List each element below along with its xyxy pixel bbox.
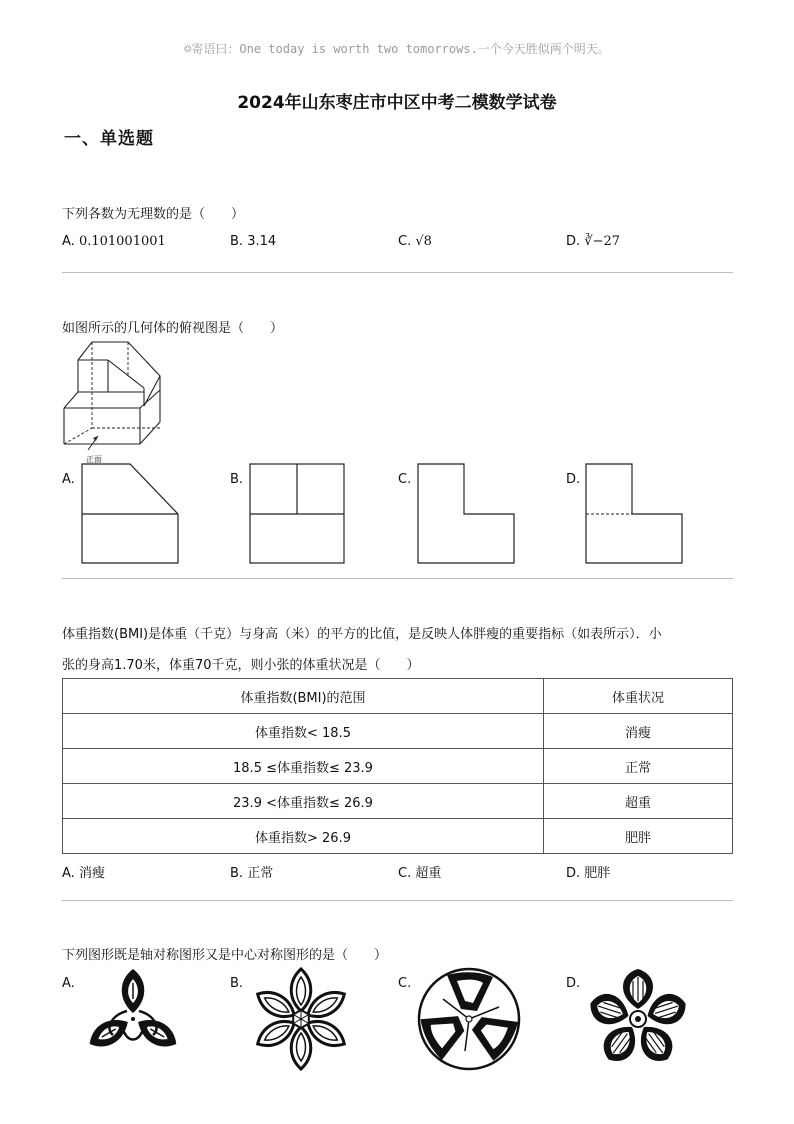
q1-stem: 下列各数为无理数的是（ ）: [62, 207, 245, 222]
q2-option-a-figure: [80, 462, 182, 566]
option-letter: C.: [398, 234, 412, 249]
option-value: 0.101001001: [78, 234, 166, 249]
q1-option-b: [230, 234, 276, 249]
section-heading: 一、单选题: [64, 129, 154, 149]
q1-option-c: [398, 234, 432, 249]
q3-option-c: [398, 862, 441, 881]
front-label: 正面: [86, 455, 102, 464]
option-letter: D.: [566, 234, 581, 249]
table-cell: 体重指数< 18.5: [63, 714, 544, 749]
table-cell: 18.5 ≤体重指数≤ 23.9: [63, 749, 544, 784]
q1-option-d: [566, 234, 620, 249]
q2-option-c-label: C.: [398, 472, 412, 487]
table-header-cell: 体重状况: [544, 679, 733, 714]
table-row: [63, 784, 733, 819]
q2-option-c-figure: [416, 462, 518, 566]
divider: [62, 272, 733, 273]
table-cell: 正常: [544, 749, 733, 784]
option-value: 肥胖: [584, 866, 611, 881]
q3-option-b: [230, 862, 273, 881]
q2-stem: 如图所示的几何体的俯视图是（ ）: [62, 321, 284, 336]
divider: [62, 900, 733, 901]
option-letter: A.: [62, 234, 75, 249]
option-letter: B.: [230, 866, 244, 881]
q3-stem-line1: 体重指数(BMI)是体重（千克）与身高（米）的平方的比值，是反映人体胖瘦的重要指标（如表所示）．小: [62, 627, 662, 642]
divider: [62, 578, 733, 579]
q4-option-d-figure: [584, 966, 692, 1072]
q4-option-c-figure: [414, 964, 524, 1074]
option-value: 正常: [247, 866, 274, 881]
q4-option-a-label: A.: [62, 976, 75, 991]
option-value: √8: [415, 234, 432, 249]
q4-option-d-label: D.: [566, 976, 581, 991]
q4-option-c-label: C.: [398, 976, 412, 991]
q3-stem-line2: 张的身高1.70米，体重70千克，则小张的体重状况是（ ）: [62, 658, 420, 673]
table-row: [63, 819, 733, 854]
table-row: [63, 714, 733, 749]
option-value: ∛−27: [584, 234, 621, 249]
option-letter: A.: [62, 866, 75, 881]
option-value: 超重: [415, 866, 442, 881]
motto-line: ☺寄语曰：One today is worth two tomorrows.一个今天胜似两个明天。: [184, 42, 610, 56]
table-cell: 23.9 <体重指数≤ 26.9: [63, 784, 544, 819]
option-letter: D.: [566, 866, 581, 881]
q4-option-a-figure: [80, 966, 186, 1072]
table-header-row: [63, 679, 733, 714]
q3-option-d: [566, 862, 610, 881]
q4-option-b-figure: [248, 966, 354, 1072]
option-letter: B.: [230, 234, 244, 249]
q2-option-d-figure: [584, 462, 686, 566]
option-letter: C.: [398, 866, 412, 881]
q2-option-d-label: D.: [566, 472, 581, 487]
table-cell: 肥胖: [544, 819, 733, 854]
q2-option-a-label: A.: [62, 472, 75, 487]
table-header-cell: 体重指数(BMI)的范围: [63, 679, 544, 714]
page-title: 2024年山东枣庄市中区中考二模数学试卷: [237, 93, 557, 113]
q2-option-b-label: B.: [230, 472, 244, 487]
option-value: 3.14: [247, 234, 277, 249]
bmi-table: [62, 678, 733, 854]
q4-option-b-label: B.: [230, 976, 244, 991]
table-cell: 体重指数> 26.9: [63, 819, 544, 854]
table-cell: 消瘦: [544, 714, 733, 749]
q3-option-a: [62, 862, 105, 881]
q2-option-b-figure: [248, 462, 348, 566]
q1-option-a: [62, 234, 166, 249]
table-row: [63, 749, 733, 784]
table-cell: 超重: [544, 784, 733, 819]
solid-figure: [60, 336, 170, 466]
q4-stem: 下列图形既是轴对称图形又是中心对称图形的是（ ）: [62, 948, 388, 963]
option-value: 消瘦: [78, 866, 105, 881]
